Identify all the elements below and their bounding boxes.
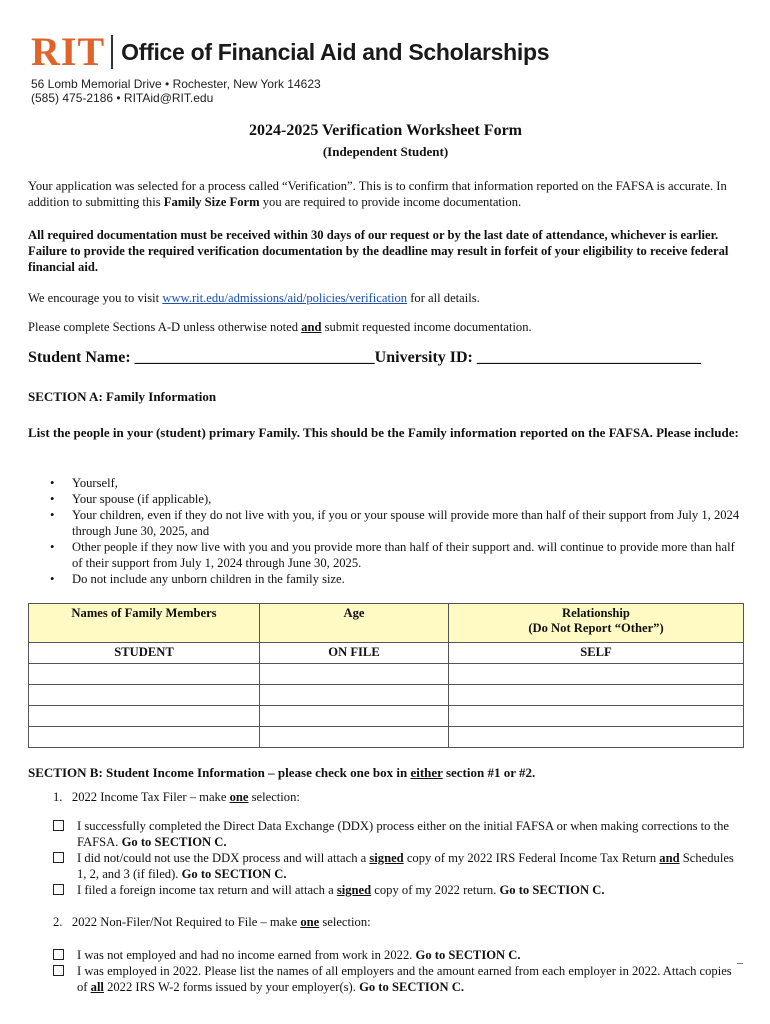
deadline-notice: All required documentation must be received within 30 days of our request or by the last date of attendance, whichever is earlier. Failure to provide the required verification documentation by the deadline may result in forfeit of your eligibility to receive federal financial aid. bbox=[28, 228, 729, 274]
empty-cell[interactable] bbox=[449, 685, 744, 706]
go-to-section-c: Go to SECTION C. bbox=[415, 948, 521, 962]
verification-link[interactable]: www.rit.edu/admissions/aid/policies/verification bbox=[162, 291, 408, 305]
cell-age: ON FILE bbox=[260, 643, 449, 664]
empty-cell[interactable] bbox=[449, 706, 744, 727]
address-line-1: 56 Lomb Memorial Drive • Rochester, New York 14623 bbox=[31, 77, 321, 91]
empty-cell[interactable] bbox=[260, 727, 449, 748]
q1-option-tax-return[interactable] bbox=[53, 850, 737, 882]
empty-cell[interactable] bbox=[29, 706, 260, 727]
list-item: • Yourself, bbox=[72, 475, 742, 491]
family-members-table bbox=[28, 603, 744, 748]
page-mark: – bbox=[737, 955, 743, 969]
signed-emphasis: signed bbox=[336, 883, 372, 897]
option-text: I was not employed and had no income earned from work in 2022. bbox=[77, 948, 416, 962]
checkbox[interactable] bbox=[53, 820, 64, 831]
section-b-heading bbox=[28, 765, 535, 781]
table-header-row bbox=[29, 604, 744, 643]
logo-divider bbox=[111, 35, 113, 69]
either-emphasis: either bbox=[410, 765, 443, 780]
table-row bbox=[29, 643, 744, 664]
option-text: I did not/could not use the DDX process and will attach a bbox=[77, 851, 370, 865]
student-name-field[interactable]: Student Name: ______________________________ bbox=[28, 349, 375, 366]
question-number: 1. bbox=[53, 790, 63, 804]
complete-sections-paragraph bbox=[28, 319, 740, 335]
q2-option-not-employed[interactable] bbox=[53, 947, 737, 963]
form-title: 2024-2025 Verification Worksheet Form bbox=[248, 122, 522, 139]
family-include-list bbox=[28, 475, 742, 587]
question-text: 2022 Income Tax Filer – make bbox=[71, 790, 230, 804]
student-info-line bbox=[28, 349, 701, 367]
question-text-end: selection: bbox=[319, 915, 371, 929]
question-2 bbox=[53, 915, 371, 930]
empty-cell[interactable] bbox=[260, 706, 449, 727]
one-emphasis: one bbox=[300, 915, 320, 929]
header-age: Age bbox=[260, 604, 449, 643]
list-item: • Your spouse (if applicable), bbox=[72, 491, 742, 507]
option-text-end: copy of my 2022 return. bbox=[371, 883, 500, 897]
checkbox[interactable] bbox=[53, 884, 64, 895]
section-b-text-end: section #1 or #2. bbox=[442, 765, 536, 780]
section-b-text: SECTION B: Student Income Information – please check one box in bbox=[28, 765, 411, 780]
table-row[interactable] bbox=[29, 706, 744, 727]
visit-paragraph bbox=[28, 290, 740, 306]
option-text-mid: copy of my 2022 IRS Federal Income Tax Return bbox=[403, 851, 660, 865]
letterhead bbox=[31, 30, 549, 74]
q1-option-foreign-return[interactable] bbox=[53, 882, 737, 898]
intro-text: Your application was selected for a process called “Verification”. This is to confirm that information reported on the FAFSA is accurate. In addition to submitting this bbox=[28, 179, 727, 209]
empty-cell[interactable] bbox=[260, 685, 449, 706]
relationship-label: Relationship bbox=[562, 606, 630, 620]
q1-option-ddx[interactable] bbox=[53, 818, 737, 850]
empty-cell[interactable] bbox=[449, 727, 744, 748]
header-relationship bbox=[449, 604, 744, 643]
option-text-end: Schedules 1, 2, and 3 (if filed). bbox=[77, 851, 734, 881]
address-line-2: (585) 475-2186 • RITAid@RIT.edu bbox=[31, 91, 214, 105]
family-size-form-text: Family Size Form bbox=[163, 195, 260, 209]
question-text-end: selection: bbox=[248, 790, 300, 804]
visit-text: We encourage you to visit bbox=[28, 291, 163, 305]
option-text: I filed a foreign income tax return and will attach a bbox=[77, 883, 337, 897]
list-item: • Do not include any unborn children in the family size. bbox=[72, 571, 742, 587]
section-a-heading: SECTION A: Family Information bbox=[28, 389, 217, 404]
signed-emphasis: signed bbox=[369, 851, 404, 865]
list-item: • Your children, even if they do not live with you, if you or your spouse will provide more than half of their support from July 1, 2024 through June 30, 2025, and bbox=[72, 507, 742, 539]
complete-text: Please complete Sections A-D unless otherwise noted bbox=[28, 320, 302, 334]
checkbox[interactable] bbox=[53, 949, 64, 960]
table-row[interactable] bbox=[29, 664, 744, 685]
go-to-section-c: Go to SECTION C. bbox=[359, 980, 465, 994]
option-text: I successfully completed the Direct Data Exchange (DDX) process either on the initial FAFSA or when making corrections to the FAFSA. bbox=[77, 819, 730, 849]
list-item: • Other people if they now live with you and you provide more than half of their support and. will continue to provide more than half of their support from July 1, 2024 through June 30, 2025. bbox=[72, 539, 742, 571]
rit-logo: RIT bbox=[31, 29, 106, 74]
option-text: I was employed in 2022. Please list the names of all employers and the amount earned from each employer in 2022. Attach copies of bbox=[77, 964, 732, 994]
go-to-section-c: Go to SECTION C. bbox=[499, 883, 605, 897]
q2-option-employed[interactable] bbox=[53, 963, 737, 995]
complete-text-end: submit requested income documentation. bbox=[321, 320, 532, 334]
go-to-section-c: Go to SECTION C. bbox=[121, 835, 227, 849]
all-emphasis: all bbox=[90, 980, 104, 994]
office-address bbox=[31, 77, 321, 105]
university-id-field[interactable]: University ID: ____________________________ bbox=[374, 349, 701, 366]
question-number: 2. bbox=[53, 915, 63, 929]
cell-name: STUDENT bbox=[29, 643, 260, 664]
empty-cell[interactable] bbox=[29, 664, 260, 685]
question-text: 2022 Non-Filer/Not Required to File – make bbox=[71, 915, 301, 929]
table-row[interactable] bbox=[29, 685, 744, 706]
one-emphasis: one bbox=[229, 790, 249, 804]
empty-cell[interactable] bbox=[29, 727, 260, 748]
visit-text-end: for all details. bbox=[407, 291, 480, 305]
office-name: Office of Financial Aid and Scholarships bbox=[121, 38, 550, 65]
intro-text-end: you are required to provide income documentation. bbox=[259, 195, 522, 209]
and-emphasis: and bbox=[659, 851, 680, 865]
header-names: Names of Family Members bbox=[29, 604, 260, 643]
empty-cell[interactable] bbox=[260, 664, 449, 685]
empty-cell[interactable] bbox=[449, 664, 744, 685]
and-emphasis: and bbox=[301, 320, 322, 334]
checkbox[interactable] bbox=[53, 965, 64, 976]
table-row[interactable] bbox=[29, 727, 744, 748]
relationship-note: (Do Not Report “Other”) bbox=[528, 621, 664, 635]
go-to-section-c: Go to SECTION C. bbox=[181, 867, 287, 881]
form-subtitle: (Independent Student) bbox=[322, 144, 449, 159]
question-1 bbox=[53, 790, 300, 805]
empty-cell[interactable] bbox=[29, 685, 260, 706]
checkbox[interactable] bbox=[53, 852, 64, 863]
option-text-end: 2022 IRS W-2 forms issued by your employer(s). bbox=[103, 980, 360, 994]
cell-relationship: SELF bbox=[449, 643, 744, 664]
section-a-instruction: List the people in your (student) primary Family. This should be the Family information reported on the FAFSA. Please include: bbox=[28, 425, 739, 440]
intro-paragraph-1 bbox=[28, 178, 740, 210]
